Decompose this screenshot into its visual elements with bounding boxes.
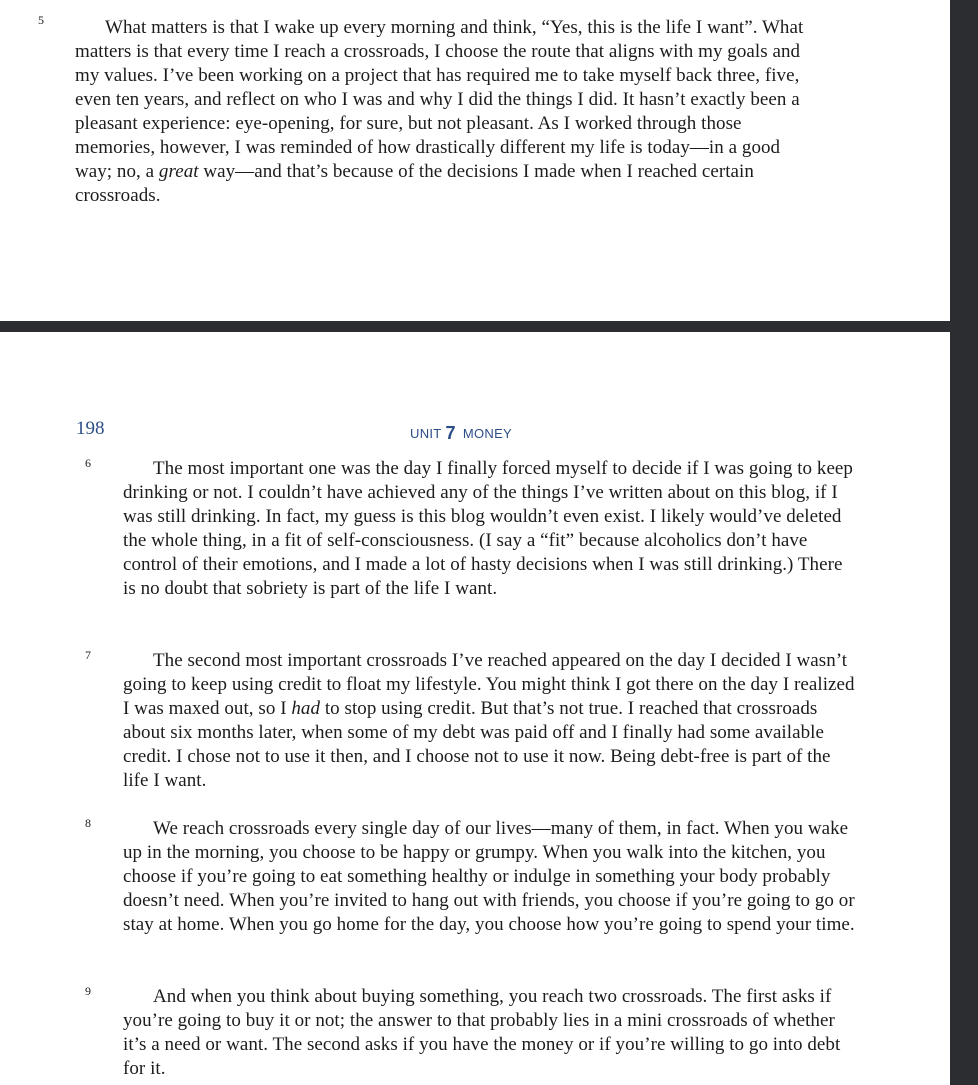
page-separator xyxy=(0,321,950,332)
paragraph-number: 9 xyxy=(85,984,91,998)
emphasis-text: had xyxy=(291,698,321,719)
unit-title: MONEY xyxy=(462,426,513,441)
paragraph-number: 7 xyxy=(85,648,91,662)
viewer-scroll-rail[interactable] xyxy=(950,0,978,1085)
paragraph-text: What matters is that I wake up every morning and think, “Yes, this is the life I want”. What matters is that every time I reach a crossroads, I choose the route that aligns with my goals and my values. I’ve been working on a project that has required me to take myself back three, five, even ten years, and reflect on who I was and why I did the things I did. It hasn’t exactly been a pleasant experience: eye-opening, for sure, but not pleasant. As I worked through those memories, however, I was reminded of how drastically different my life is today—in a good way; no, a xyxy=(75,17,804,182)
paragraph-5 xyxy=(75,16,817,208)
running-header xyxy=(0,418,950,448)
emphasis-text: great xyxy=(158,161,199,182)
page-number: 198 xyxy=(76,418,105,439)
paragraph-text: The second most important crossroads I’ve reached appeared on the day I decided I wasn’t going to keep using credit to float my lifestyle. You might think I got there on the day I realized I was maxed out, so I xyxy=(123,650,855,719)
paragraph-8: We reach crossroads every single day of our lives—many of them, in fact. When you wake up in the morning, you choose to be happy or grumpy. When you walk into the kitchen, you choose if you’re going to eat something healthy or indulge in something your body probably doesn’t need. When you’re invited to hang out with friends, you choose if you’re going to go or stay at home. When you go home for the day, you choose how you’re going to spend your time. xyxy=(123,818,855,935)
unit-label xyxy=(410,422,512,443)
paragraph-6: The most important one was the day I finally forced myself to decide if I was going to keep drinking or not. I couldn’t have achieved any of the things I’ve written about on this blog, if I was still drinking. In fact, my guess is this blog wouldn’t even exist. I likely would’ve deleted the whole thing, in a fit of self-consciousness. (I say a “fit” because alcoholics don’t have control of their emotions, and I made a lot of hasty decisions when I was still drinking.) There is no doubt that sobriety is part of the life I want. xyxy=(123,458,853,599)
unit-number: 7 xyxy=(445,423,456,443)
paragraph-9: And when you think about buying something, you reach two crossroads. The first asks if you’re going to buy it or not; the answer to that probably lies in a mini crossroads of whether it’s a need or want. The second asks if you have the money or if you’re willing to go into debt for it. xyxy=(123,986,841,1079)
page-top xyxy=(0,0,950,321)
paragraph-number: 6 xyxy=(85,456,91,470)
paragraph-text: to stop using credit. But that’s not true. I reached that crossroads about six months later, when some of my debt was paid off and I finally had some available credit. I chose not to use it then, and I choose not to use it now. Being debt-free is part of the life I want. xyxy=(123,698,831,791)
paragraph-text: way—and that’s because of the decisions I made when I reached certain crossroads. xyxy=(75,161,754,206)
paragraph-7 xyxy=(123,649,857,793)
page-198 xyxy=(0,332,950,1085)
unit-word: UNIT xyxy=(410,426,442,441)
paragraph-number: 8 xyxy=(85,816,91,830)
paragraph-number: 5 xyxy=(38,13,44,27)
